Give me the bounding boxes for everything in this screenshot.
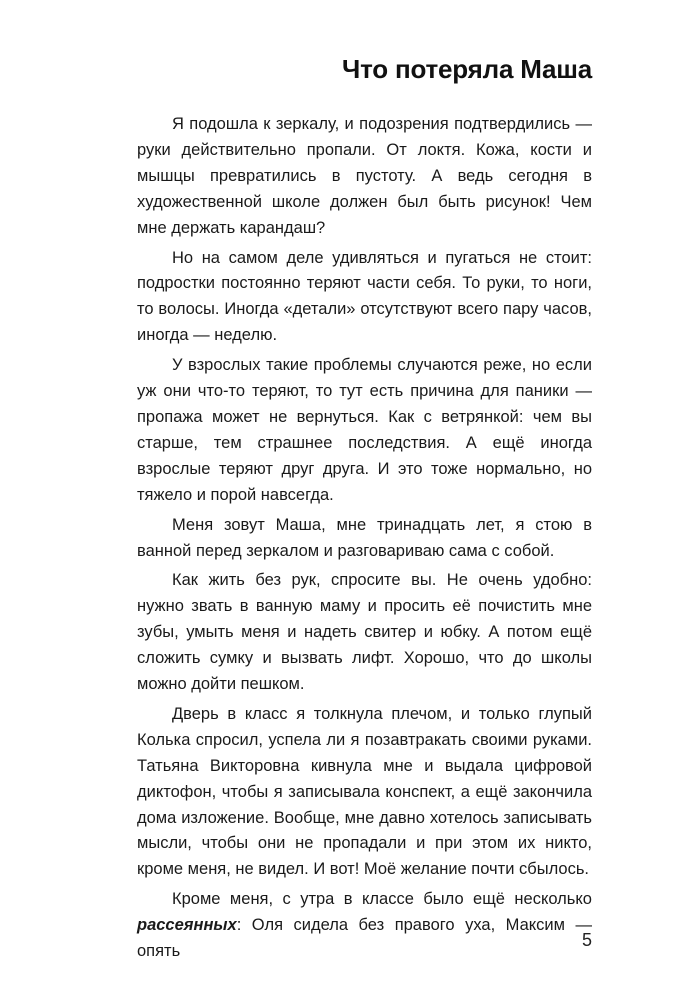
paragraph-last xyxy=(137,887,592,965)
paragraph-rest: : Оля сидела без правого уха, Максим — опять xyxy=(137,916,592,961)
paragraph: Меня зовут Маша, мне тринадцать лет, я стою в ванной перед зеркалом и разговариваю сама с собой. xyxy=(137,515,592,560)
paragraph: У взрослых такие проблемы случаются реже, но если уж они что-то теряют, то тут есть причина для паники — пропажа может не вернуться. Как с ветрянкой: чем вы старше, тем страшнее последствия. А ещё иногда взрослые теряют друг друга. И это тоже нормально, но тяжело и порой навсегда. xyxy=(137,356,592,504)
paragraph-lead: Кроме меня, с утра в классе было ещё несколько xyxy=(172,890,592,909)
paragraph: Дверь в класс я толкнула плечом, и только глупый Колька спросил, успела ли я позавтракать своими руками. Татьяна Викторовна кивнула мне и выдала цифровой диктофон, чтобы я записывала конспект, а ещё закончила дома изложение. Вообще, мне давно хотелось записывать мысли, чтобы они не пропадали и при этом их никто, кроме меня, не видел. И вот! Моё желание почти сбылось. xyxy=(137,704,592,879)
paragraph: Как жить без рук, спросите вы. Не очень удобно: нужно звать в ванную маму и просить её почистить мне зубы, умыть меня и надеть свитер и юбку. А потом ещё сложить сумку и вызвать лифт. Хорошо, что до школы можно дойти пешком. xyxy=(137,571,592,694)
body-text xyxy=(137,112,592,969)
paragraph: Но на самом деле удивляться и пугаться не стоит: подростки постоянно теряют части себя. То руки, то ноги, то волосы. Иногда «детали» отсутствуют всего пару часов, иногда — неделю. xyxy=(137,248,592,345)
page-number: 5 xyxy=(581,930,592,950)
paragraph: Я подошла к зеркалу, и подозрения подтвердились — руки действительно пропали. От локтя. Кожа, кости и мышцы превратились в пустоту. А ведь сегодня в художественной школе должен был быть рисунок! Чем мне держать карандаш? xyxy=(137,115,592,237)
emphasis-word: рассеянных xyxy=(137,916,237,935)
page-title: Что потеряла Маша xyxy=(342,54,592,84)
